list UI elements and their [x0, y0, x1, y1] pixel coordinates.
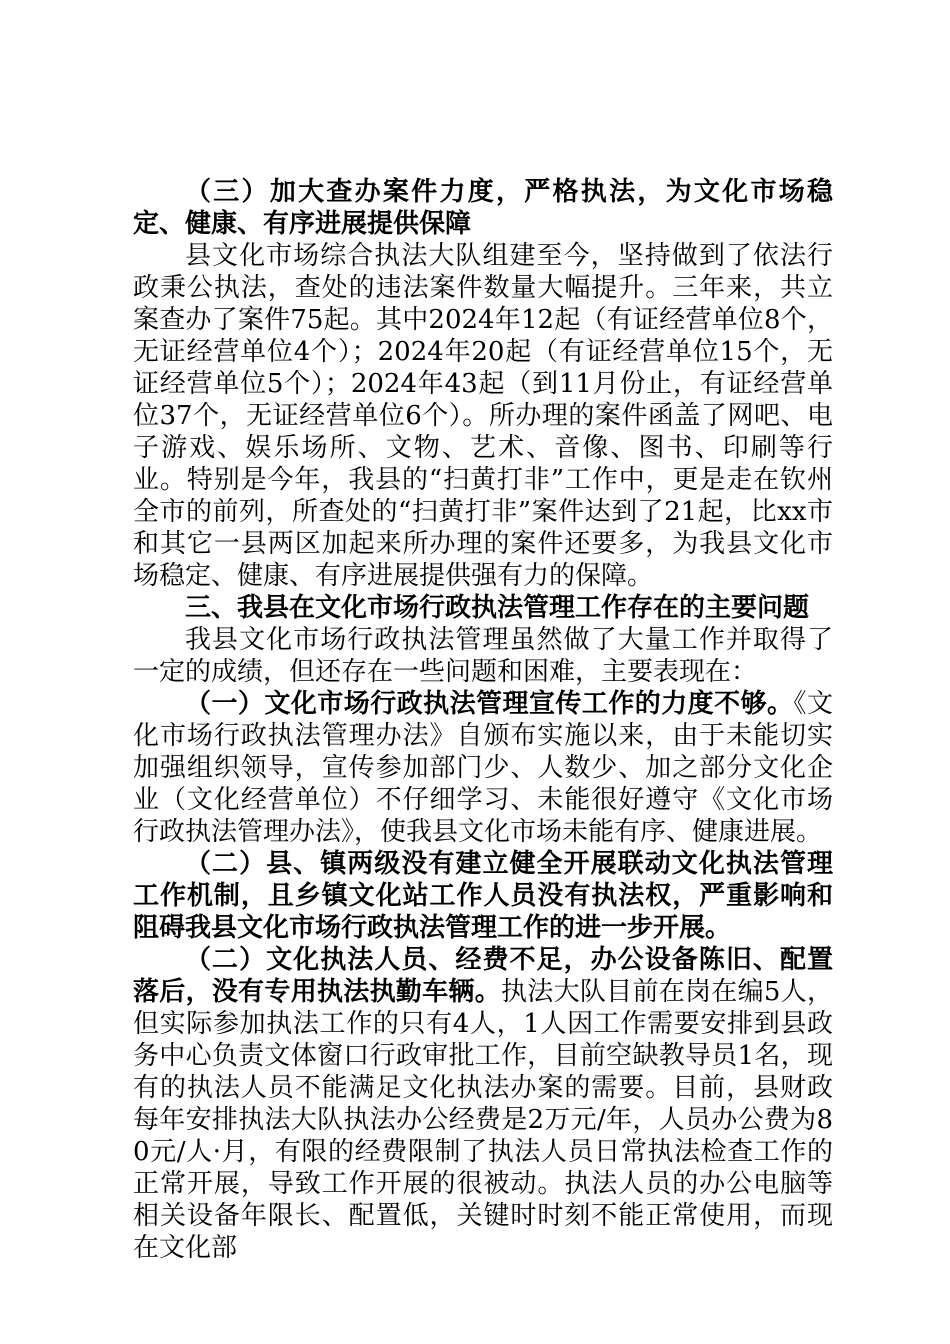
section-heading: 三、我县在文化市场行政执法管理工作存在的主要问题: [185, 593, 810, 623]
paragraph-body: 执法大队目前在岗在编5人，但实际参加执法工作的只有4人，1人因工作需要安排到县政务中心负责文体窗口行政审批工作，目前空缺教导员1名，现有的执法人员不能满足文化执法办案的需要。目前，县财政每年安排执法大队执法办公经费是2万元/年，人员办公费为80元/人·月，有限的经费限制了执法人员日常执法检查工作的正常开展，导致工作开展的很被动。执法人员的办公电脑等相关设备年限长、配置低，关键时时刻不能正常使用，而现在文化部: [133, 977, 833, 1263]
paragraph: 我县文化市场行政执法管理虽然做了大量工作并取得了一定的成绩，但还存在一些问题和困难，主要表现在：: [133, 625, 833, 687]
paragraph-lead: （二）文化执法人员、经费不足，办公设备陈旧、配置落后，没有专用执法执勤车辆。: [133, 945, 833, 1007]
paragraph: [133, 688, 833, 848]
paragraph-lead: （一）文化市场行政执法管理宣传工作的力度不够。: [185, 689, 794, 719]
paragraph-body: 《文化市场行政执法管理办法》自颁布实施以来，由于未能切实加强组织领导，宣传参加部门少、人数少、加之部分文化企业（文化经营单位）不仔细学习、未能很好遵守《文化市场行政执法管理办法》，使我县文化市场未能有序、健康进展。: [133, 689, 833, 847]
paragraph: 县文化市场综合执法大队组建至今，坚持做到了依法行政秉公执法，查处的违法案件数量大幅提升。三年来，共立案查办了案件75起。其中2024年12起（有证经营单位8个，无证经营单位4个）；2024年20起（有证经营单位15个，无证经营单位5个）；2024年43起（到11月份止，有证经营单位37个，无证经营单位6个）。所办理的案件函盖了网吧、电子游戏、娱乐场所、文物、艺术、音像、图书、印刷等行业。特别是今年，我县的“扫黄打非”工作中，更是走在钦州全市的前列，所查处的“扫黄打非”案件达到了21起，比xx市和其它一县两区加起来所办理的案件还要多，为我县文化市场稳定、健康、有序进展提供强有力的保障。: [133, 241, 833, 591]
section-heading: （三）加大查办案件力度，严格执法，为文化市场稳定、健康、有序进展提供保障: [133, 177, 833, 239]
paragraph: [133, 944, 833, 1264]
paragraph: [133, 848, 833, 944]
paragraph-lead: （二）县、镇两级没有建立健全开展联动文化执法管理工作机制，且乡镇文化站工作人员没有执法权，严重影响和阻碍我县文化市场行政执法管理工作的进一步开展。: [133, 849, 833, 943]
document-page: [133, 176, 833, 1264]
